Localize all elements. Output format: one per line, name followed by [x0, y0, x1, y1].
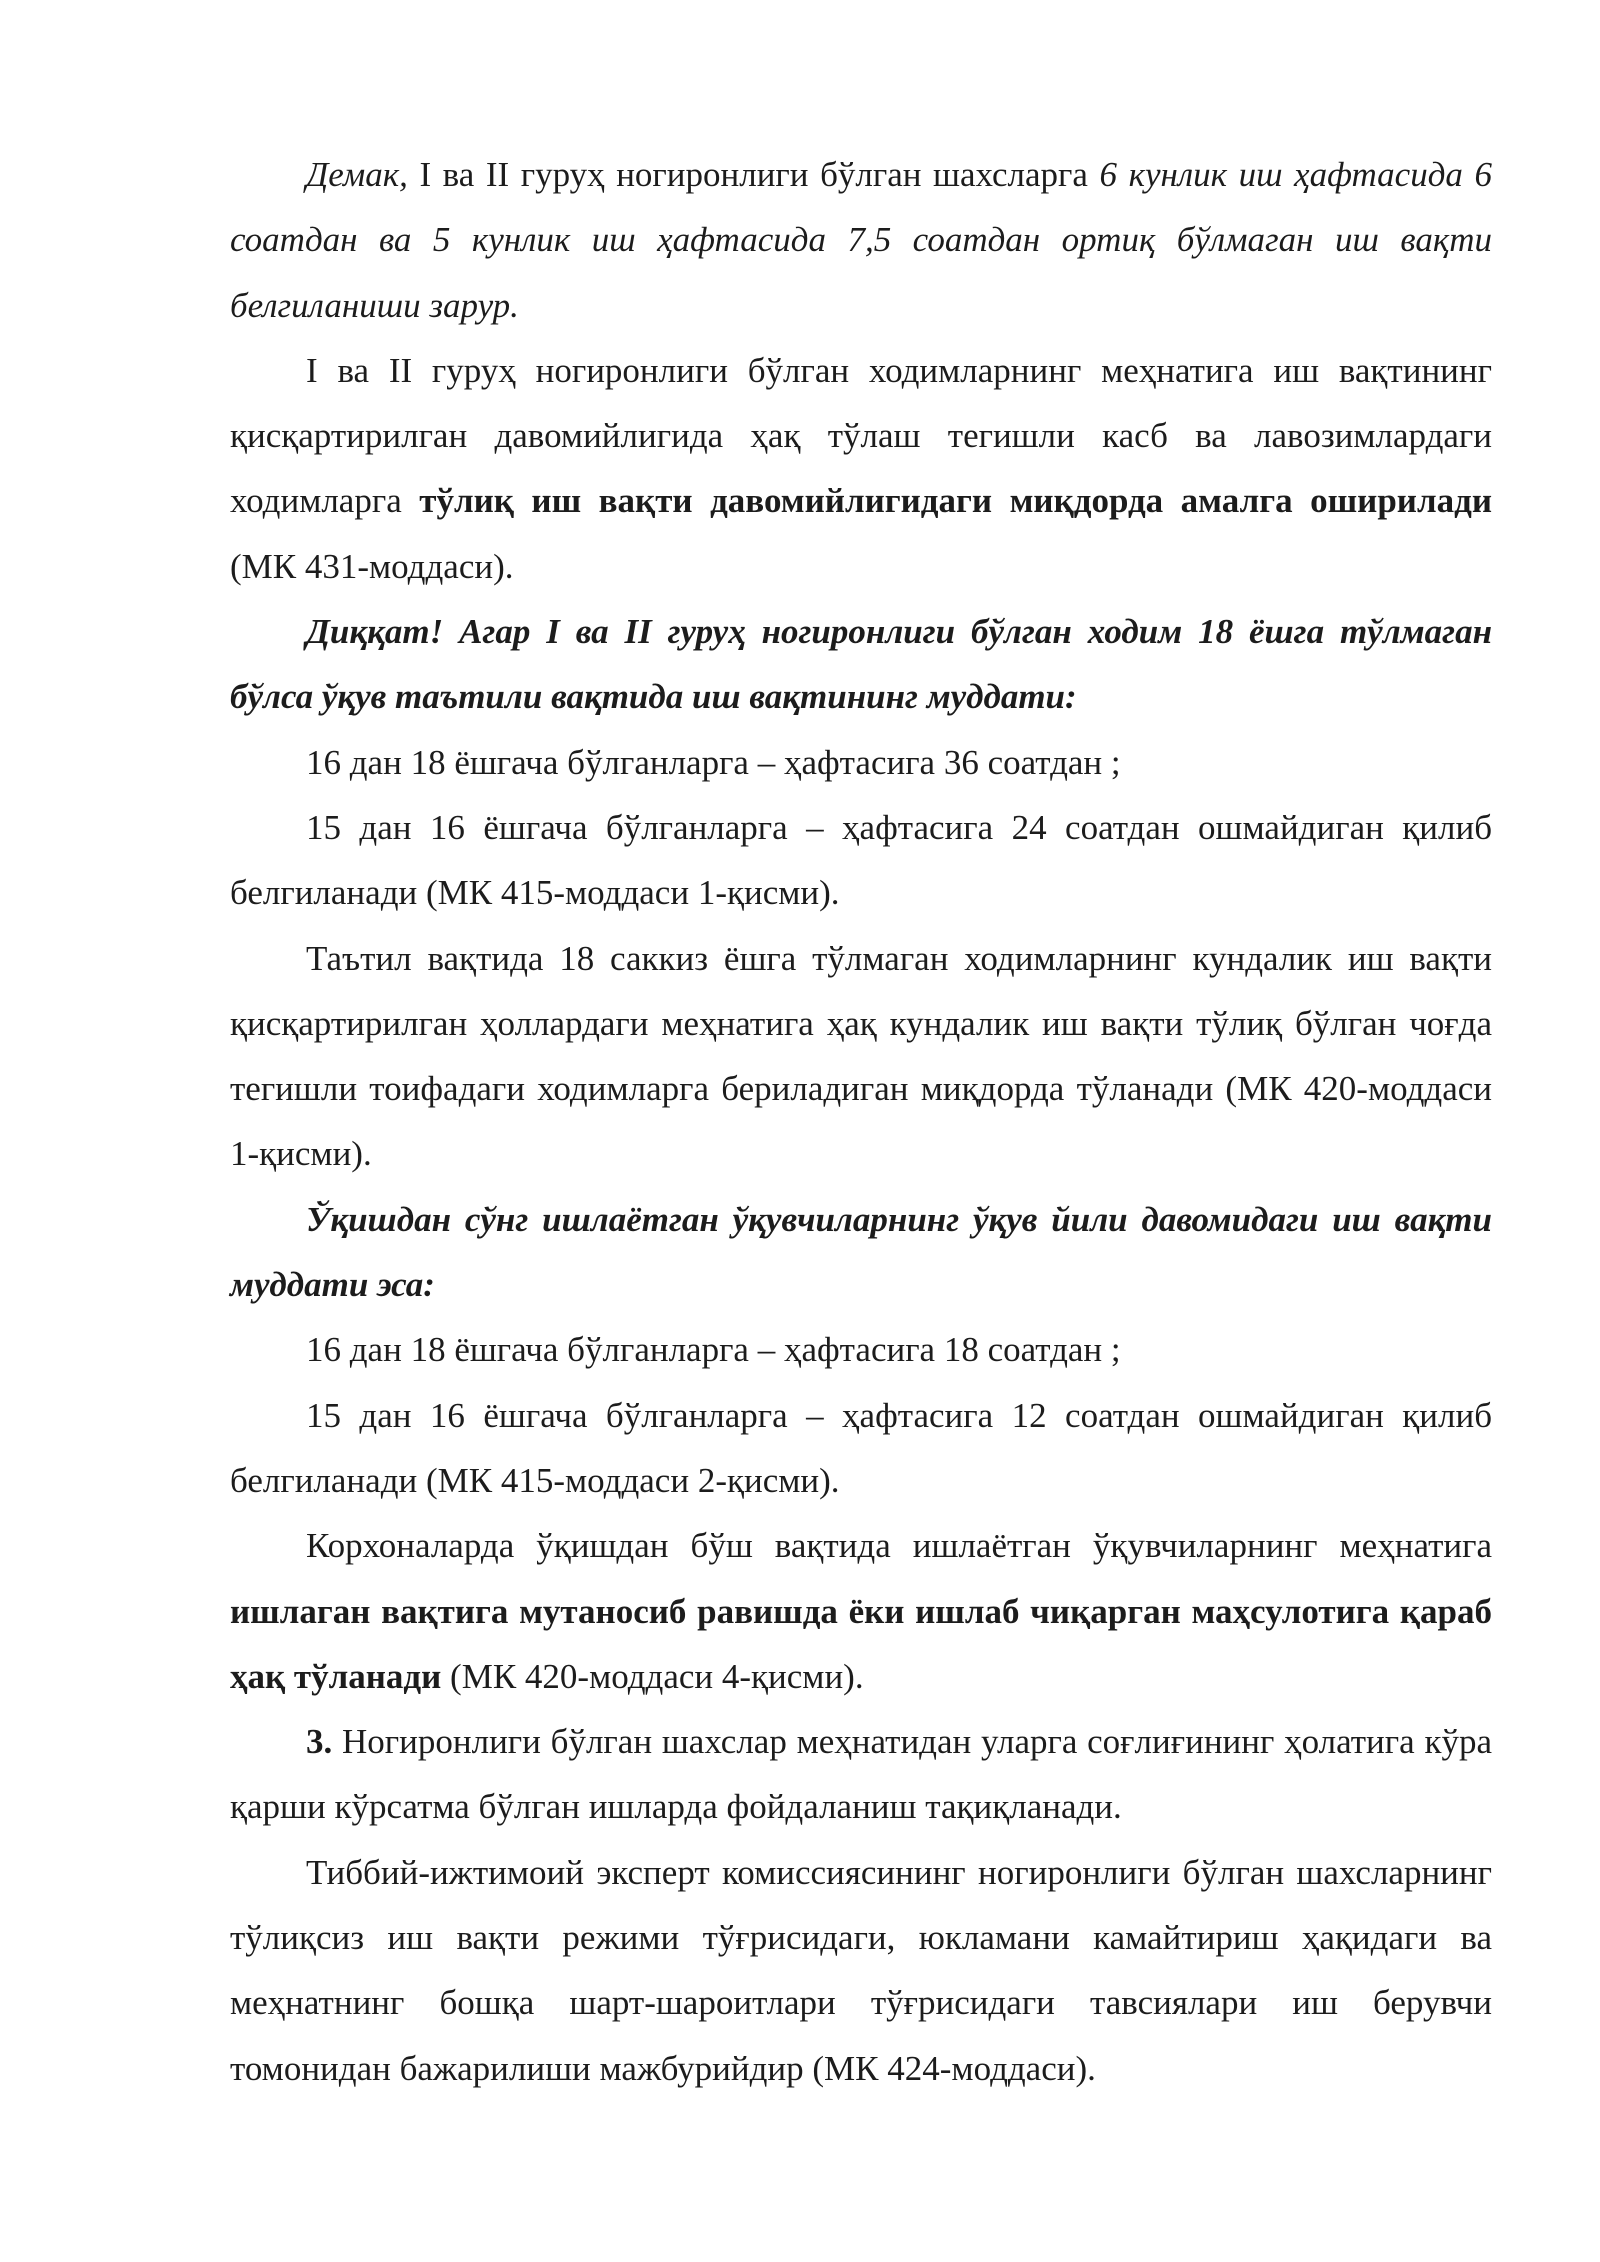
text-run: 15 дан 16 ёшгача бўлганларга – ҳафтасига 24 соатдан ошмайдиган қилиб белгиланади (МК 415-моддаси 1-қисми). — [230, 807, 1492, 913]
text-run: 3. — [306, 1722, 333, 1762]
text-run: Диққат! Агар I ва II гуруҳ ногиронлиги бўлган ходим 18 ёшга тўлмаган бўлса ўқув таътили вақтида иш вақтининг муддати: — [230, 612, 1492, 717]
paragraph-12 — [230, 1840, 1492, 2101]
text-run: Ногиронлиги бўлган шахслар меҳнатидан уларга соғлиғининг ҳолатига кўра қарши кўрсатма бўлган ишларда фойдаланиш тақиқланади. — [230, 1722, 1492, 1827]
paragraph-6 — [230, 926, 1492, 1187]
text-run: Ўқишдан сўнг ишлаётган ўқувчиларнинг ўқув йили давомидаги иш вақти муддати эса: — [230, 1199, 1492, 1305]
paragraph-2 — [230, 338, 1492, 599]
paragraph-3 — [230, 599, 1492, 730]
paragraph-1 — [230, 142, 1492, 338]
text-run: 16 дан 18 ёшгача бўлганларга – ҳафтасига 18 соатдан ; — [306, 1330, 1121, 1370]
text-run: I ва II гуруҳ ногиронлиги бўлган шахсларга — [407, 155, 1100, 194]
paragraph-4 — [230, 730, 1492, 795]
paragraph-9 — [230, 1383, 1492, 1514]
text-run: 15 дан 16 ёшгача бўлганларга – ҳафтасига 12 соатдан ошмайдиган қилиб белгиланади (МК 415-моддаси 2-қисми). — [230, 1395, 1492, 1500]
text-run: I ва II гуруҳ ногиронлиги бўлган ходимларнинг меҳнатига иш вақтининг қисқартирилган давомийлигида ҳақ тўлаш тегишли касб ва лавозимлардаги ходимларга — [230, 350, 1492, 521]
paragraph-10 — [230, 1513, 1492, 1709]
paragraph-5 — [230, 795, 1492, 926]
paragraph-7 — [230, 1187, 1492, 1318]
text-run: 6 кунлик иш ҳафтасида 6 соатдан ва 5 кунлик иш ҳафтасида 7,5 соатдан ортиқ бўлмаган иш вақти белгиланиши зарур. — [230, 155, 1492, 325]
text-run: Тиббий-ижтимоий эксперт комиссиясининг ногиронлиги бўлган шахсларнинг тўлиқсиз иш вақти режими тўғрисидаги, юкламани камайтириш ҳақидаги ва меҳнатнинг бошқа шарт-шароитлари тўғрисидаги тавсиялари иш берувчи томонидан бажарилиши мажбурийдир (МК 424-моддаси). — [230, 1852, 1492, 2088]
text-run: 16 дан 18 ёшгача бўлганларга – ҳафтасига 36 соатдан ; — [306, 742, 1121, 782]
text-run: (МК 431-моддаси). — [230, 546, 514, 586]
text-run: Корхоналарда ўқишдан бўш вақтида ишлаётган ўқувчиларнинг меҳнатига — [306, 1526, 1492, 1566]
paragraph-11 — [230, 1709, 1492, 1840]
document-page — [230, 142, 1492, 2101]
text-run: тўлиқ иш вақти давомийлигидаги миқдорда амалга оширилади — [419, 481, 1492, 521]
text-run: ишлаган вақтига мутаносиб равишда ёки ишлаб чиқарган маҳсулотига қараб ҳақ тўланади — [230, 1591, 1492, 1696]
paragraph-8 — [230, 1317, 1492, 1382]
text-run: Демак, — [306, 155, 408, 194]
text-run: (МК 420-моддаси 4-қисми). — [441, 1656, 864, 1696]
text-run: Таътил вақтида 18 саккиз ёшга тўлмаган ходимларнинг кундалик иш вақти қисқартирилган ҳоллардаги меҳнатига ҳақ кундалик иш вақти тўлиқ бўлган чоғда тегишли тоифадаги ходимларга бериладиган миқдорда тўланади (МК 420-моддаси 1-қисми). — [230, 938, 1492, 1174]
